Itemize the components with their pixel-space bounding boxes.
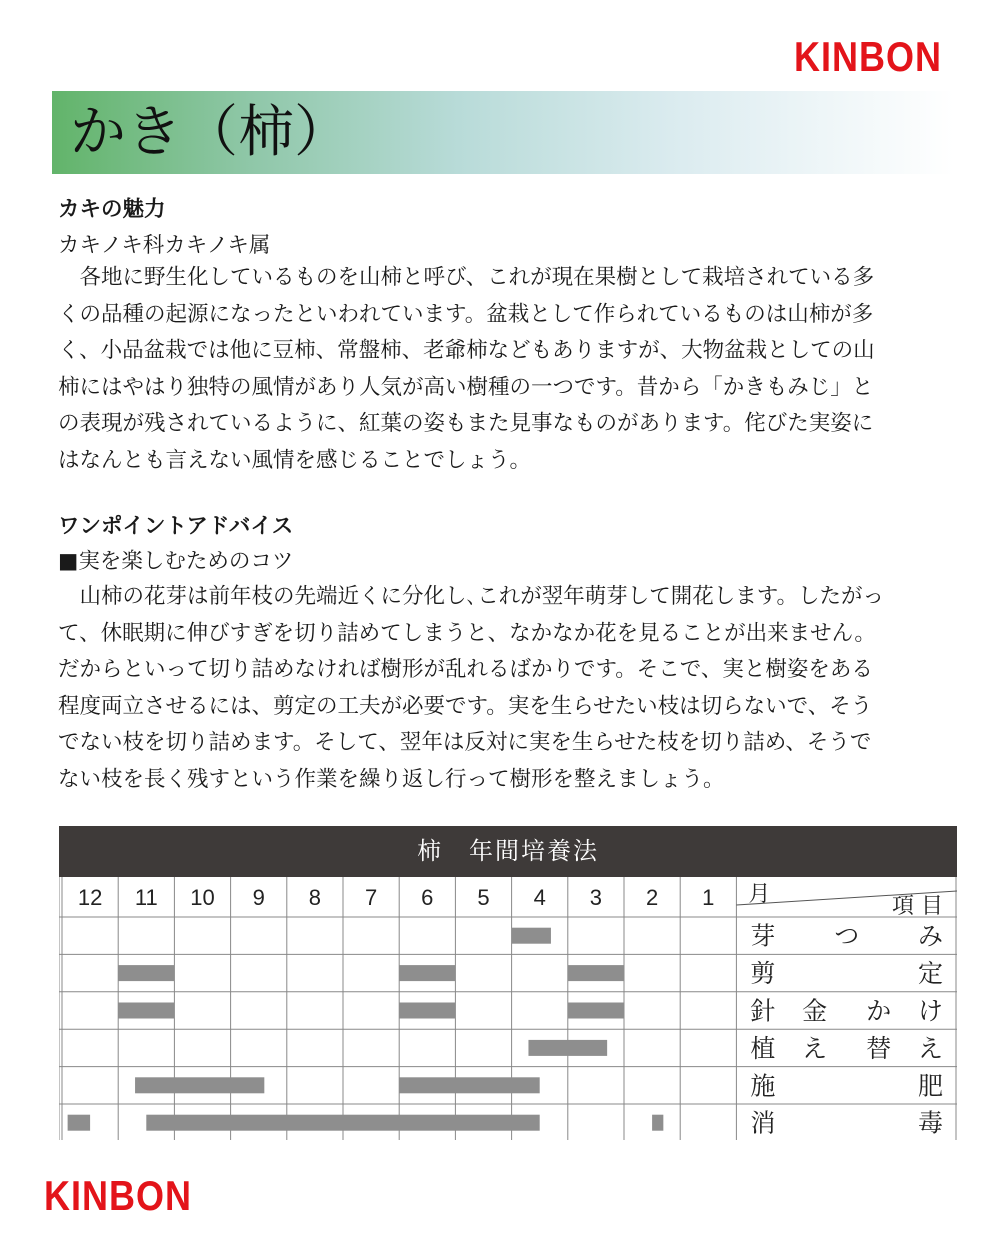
section2-heading: ワンポイントアドバイス <box>58 514 294 539</box>
row-label-char: え <box>802 1033 828 1063</box>
row-label-char: み <box>917 921 943 951</box>
section2-line: ない枝を長く残すという作業を繰り返し行って樹形を整えましょう。 <box>58 766 725 792</box>
row-label-char: 替 <box>866 1033 892 1063</box>
row-label-char: か <box>866 996 892 1026</box>
row-label-char: 芽 <box>750 921 776 951</box>
row-label-char: 剪 <box>750 959 776 989</box>
schedule-bar <box>652 1115 663 1131</box>
row-label-char: 施 <box>750 1071 776 1101</box>
section2-line: でない枝を切り詰めます。そして、翌年は反対に実を生らせた枝を切り詰め、そうで <box>58 730 872 755</box>
section1-line: く、小品盆栽では他に豆柿、常盤柿、老爺柿などもありますが、大物盆栽としての山 <box>58 338 875 363</box>
schedule-bar <box>399 965 455 981</box>
schedule-bar <box>135 1077 264 1093</box>
page-title: かき（柿） <box>70 100 350 165</box>
section1-line: の表現が残されているように、紅葉の姿もまた見事なものがあります。侘びた実姿に <box>58 411 874 436</box>
section1-line: 各地に野生化しているものを山柿と呼び、これが現在果樹として栽培されている多 <box>79 265 875 290</box>
month-label: 4 <box>533 885 546 910</box>
month-label: 2 <box>645 885 659 910</box>
calendar-title: 柿 年間培養法 <box>59 826 957 877</box>
row-label-char: え <box>917 1033 943 1063</box>
schedule-bar <box>568 1003 624 1019</box>
section2-body <box>58 579 958 798</box>
month-label: 8 <box>308 885 322 910</box>
schedule-bar <box>399 1077 540 1093</box>
kinbon-logo-bottom: KINBON <box>44 1172 192 1220</box>
month-label: 3 <box>589 885 603 910</box>
section1-subheading: カキノキ科カキノキ属 <box>58 233 271 258</box>
calendar-grid <box>59 877 957 1140</box>
schedule-bar <box>568 965 624 981</box>
row-label-char: 針 <box>750 996 776 1026</box>
corner-item-label: 項 目 <box>892 894 943 919</box>
schedule-bar <box>118 1003 174 1019</box>
row-label-char: 消 <box>750 1108 776 1138</box>
section1-heading: カキの魅力 <box>58 197 166 222</box>
section1-line: くの品種の起源になったといわれています。盆栽として作られているものは山柿が多 <box>58 301 874 327</box>
section2-line: 程度両立させるには、剪定の工夫が必要です。実を生らせたい枝は切らないで、そう <box>58 693 873 719</box>
month-label: 5 <box>477 885 490 910</box>
section1-body <box>58 260 958 479</box>
schedule-bar <box>118 965 174 981</box>
corner-month-label: 月 <box>748 882 771 907</box>
row-label-char: 植 <box>750 1033 776 1063</box>
month-label: 7 <box>364 885 378 910</box>
month-label: 1 <box>702 885 715 910</box>
section2-subheading: ■実を楽しむためのコツ <box>58 549 294 574</box>
row-label-char: つ <box>834 921 860 951</box>
month-label: 12 <box>77 885 103 910</box>
schedule-bar <box>399 1003 455 1019</box>
row-label-char: 定 <box>917 959 943 989</box>
schedule-bar <box>528 1040 607 1056</box>
kinbon-logo-top: KINBON <box>794 33 942 81</box>
row-label-char: 肥 <box>917 1071 943 1101</box>
row-label-char: け <box>917 996 943 1026</box>
section1-line: はなんとも言えない風情を感じることでしょう。 <box>58 447 532 473</box>
cultivation-calendar <box>59 826 957 1140</box>
section1-line: 柿にはやはり独特の風情があり人気が高い樹種の一つです。昔から「かきもみじ」と <box>58 374 874 400</box>
section2-line: だからといって切り詰めなければ樹形が乱れるばかりです。そこで、実と樹姿をある <box>58 657 873 682</box>
row-label-char: 毒 <box>917 1108 943 1138</box>
month-label: 9 <box>252 885 265 910</box>
month-label: 10 <box>190 885 215 910</box>
schedule-bar <box>146 1115 539 1131</box>
month-label: 11 <box>134 885 158 910</box>
section2-line: 山柿の花芽は前年枝の先端近くに分化し､これが翌年萌芽して開花します。したがっ <box>79 584 885 609</box>
schedule-bar <box>512 928 551 944</box>
section2-line: て、休眠期に伸びすぎを切り詰めてしまうと、なかなか花を見ることが出来ません。 <box>58 620 876 646</box>
row-label-char: 金 <box>802 996 828 1026</box>
schedule-bar <box>68 1115 90 1131</box>
month-label: 6 <box>421 885 434 910</box>
